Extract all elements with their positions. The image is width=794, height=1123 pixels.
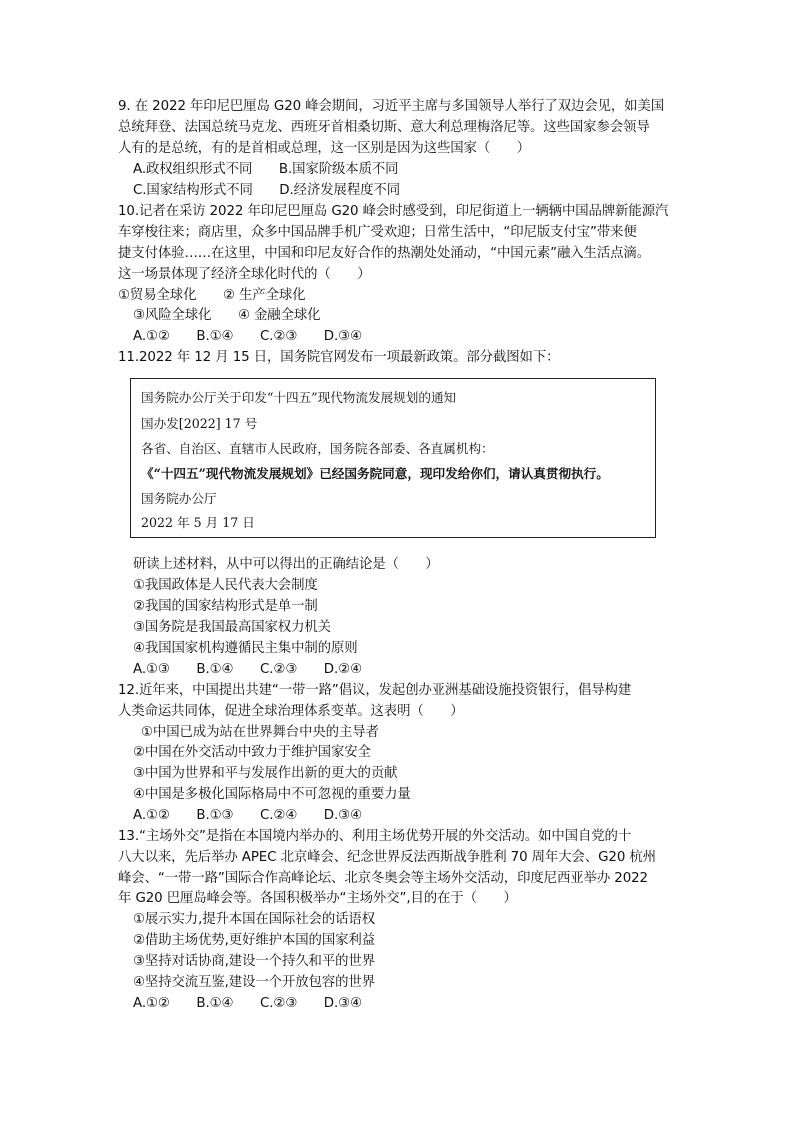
- q13-choice-4: ④坚持交流互鉴,建设一个开放包容的世界: [133, 975, 376, 990]
- q10-choices-line-2: ③风险全球化 ④ 金融全球化: [133, 308, 321, 323]
- q13-choice-1: ①展示实力,提升本国在国际社会的话语权: [133, 912, 376, 927]
- q11-choice-1: ①我国政体是人民代表大会制度: [133, 578, 318, 593]
- q12-stem-line-1: 12.近年来，中国提出共建“一带一路”倡议，发起创办亚洲基础设施投资银行，倡导构建: [118, 683, 632, 698]
- q11-choice-4: ④我国国家机构遵循民主集中制的原则: [133, 641, 358, 656]
- q10-options: A.①② B.①④ C.②③ D.③④: [133, 329, 362, 344]
- q12-choice-1: ①中国已成为站在世界舞台中央的主导者: [141, 725, 379, 740]
- q13-stem-line-2: 八大以来，先后举办 APEC 北京峰会、纪念世界反法西斯战争胜利 70 周年大会、G20 杭州: [118, 850, 656, 865]
- q11-options: A.①③ B.①④ C.②③ D.②④: [133, 662, 362, 677]
- q11-stem: 11.2022 年 12 月 15 日，国务院官网发布一项最新政策。部分截图如下：: [118, 350, 560, 365]
- q12-choice-4: ④中国是多极化国际格局中不可忽视的重要力量: [133, 787, 411, 802]
- notice-recipients: 各省、自治区、直辖市人民政府，国务院各部委、各直属机构：: [141, 441, 494, 456]
- q13-options: A.①② B.①④ C.②③ D.③④: [133, 996, 362, 1011]
- q13-stem-line-3: 峰会、“一带一路”国际合作高峰论坛、北京冬奥会等主场外交活动，印度尼西亚举办 2022: [118, 871, 648, 886]
- notice-title: 国务院办公厅关于印发“十四五”现代物流发展规划的通知: [141, 390, 457, 405]
- q12-stem-line-2: 人类命运共同体，促进全球治理体系变革。这表明（ ）: [118, 704, 464, 719]
- notice-date: 2022 年 5 月 17 日: [141, 515, 255, 530]
- notice-body: 《“十四五”现代物流发展规划》已经国务院同意，现印发给你们，请认真贯彻执行。: [141, 466, 609, 481]
- q12-options: A.①② B.①③ C.②④ D.③④: [133, 808, 362, 823]
- notice-issuer: 国务院办公厅: [141, 491, 217, 506]
- q11-question: 研读上述材料，从中可以得出的正确结论是（ ）: [133, 557, 439, 572]
- q10-stem-line-3: 捷支付体验……在这里，中国和印尼友好合作的热潮处处涌动，“中国元素”融入生活点滴。: [118, 246, 651, 261]
- q13-stem-line-4: 年 G20 巴厘岛峰会等。各国积极举办“主场外交”,目的在于（ ）: [118, 891, 517, 906]
- q13-choice-2: ②借助主场优势,更好维护本国的国家利益: [133, 933, 376, 948]
- q10-stem-line-1: 10.记者在采访 2022 年印尼巴厘岛 G20 峰会时感受到，印尼街道上一辆辆中国品牌新能源汽: [118, 204, 669, 219]
- q11-choice-3: ③国务院是我国最高国家权力机关: [133, 620, 331, 635]
- q10-choices-line-1: ①贸易全球化 ② 生产全球化: [118, 288, 306, 303]
- q13-choice-3: ③坚持对话协商,建设一个持久和平的世界: [133, 954, 376, 969]
- q12-choice-3: ③中国为世界和平与发展作出新的更大的贡献: [133, 766, 398, 781]
- q9-options-line-1: A.政权组织形式不同 B.国家阶级本质不同: [133, 162, 399, 177]
- government-notice-screenshot: [130, 378, 656, 538]
- q9-stem-line-1: 9. 在 2022 年印尼巴厘岛 G20 峰会期间，习近平主席与多国领导人举行了双边会见，如美国: [118, 99, 665, 114]
- q12-choice-2: ②中国在外交活动中致力于维护国家安全: [133, 745, 371, 760]
- q9-stem-line-3: 人有的是总统，有的是首相或总理，这一区别是因为这些国家（ ）: [118, 141, 531, 156]
- q9-stem-line-2: 总统拜登、法国总统马克龙、西班牙首相桑切斯、意大利总理梅洛尼等。这些国家参会领导: [118, 120, 650, 135]
- q9-options-line-2: C.国家结构形式不同 D.经济发展程度不同: [133, 183, 401, 198]
- notice-doc-number: 国办发[2022] 17 号: [141, 416, 258, 431]
- q11-choice-2: ②我国的国家结构形式是单一制: [133, 599, 318, 614]
- q13-stem-line-1: 13.“主场外交”是指在本国境内举办的、利用主场优势开展的外交活动。如中国自党的十: [118, 829, 632, 844]
- q10-stem-line-2: 车穿梭往来；商店里，众多中国品牌手机广受欢迎；日常生活中，“印尼版支付宝”带来便: [118, 225, 637, 240]
- q10-stem-line-4: 这一场景体现了经济全球化时代的（ ）: [118, 267, 371, 282]
